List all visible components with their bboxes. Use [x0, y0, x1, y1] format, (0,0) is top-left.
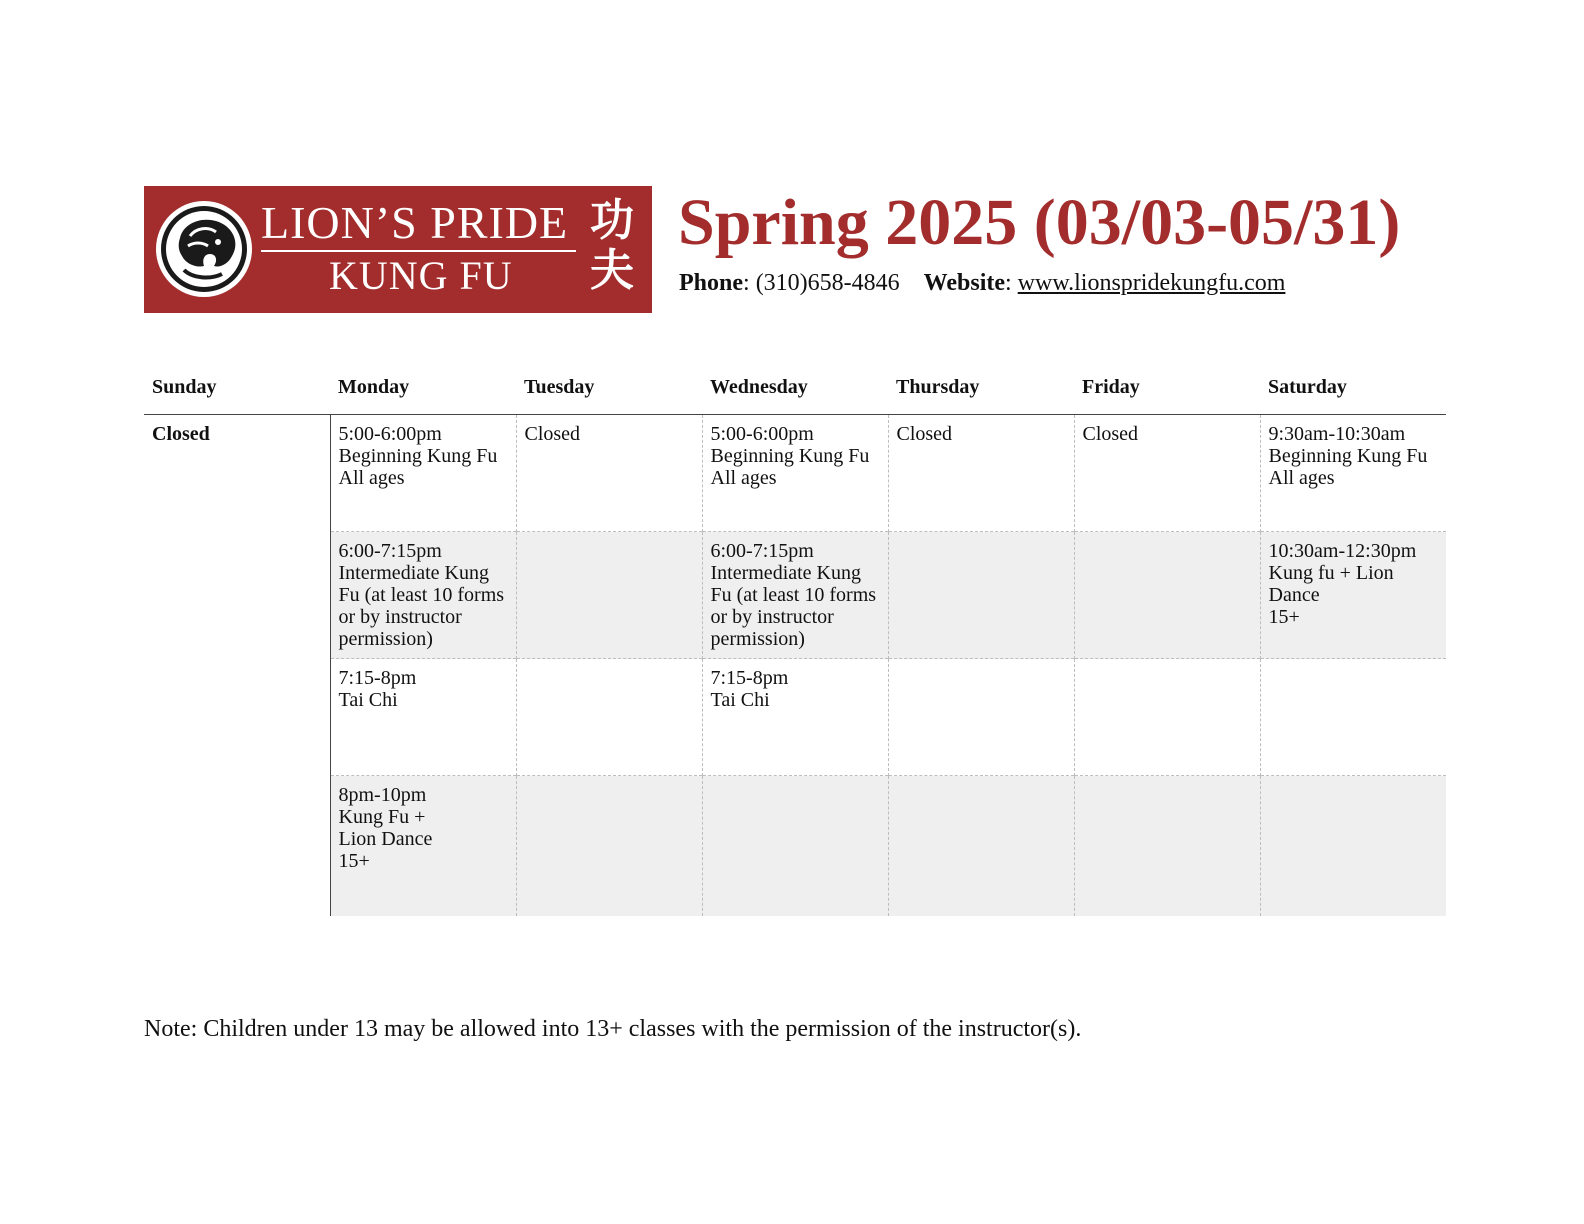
- schedule-table: [144, 370, 1446, 916]
- schedule-cell-tuesday: [516, 776, 702, 917]
- cell-text: 7:15-8pm: [710, 667, 789, 689]
- schedule-cell-sunday: [144, 415, 330, 532]
- schedule-cell-tuesday: [516, 532, 702, 659]
- cell-text: Beginning Kung Fu: [338, 445, 498, 467]
- day-header-thursday: Thursday: [888, 370, 1074, 415]
- cell-text: Lion Dance: [338, 828, 433, 850]
- schedule-cell-monday: [330, 415, 516, 532]
- cell-text: 10:30am-12:30pm: [1268, 540, 1417, 562]
- logo-char-2: 夫: [590, 245, 634, 296]
- cell-text: 5:00-6:00pm: [710, 423, 814, 445]
- schedule-cell-thursday: [888, 415, 1074, 532]
- day-header-monday: Monday: [330, 370, 516, 415]
- cell-text: All ages: [1268, 467, 1335, 489]
- cell-text: All ages: [338, 467, 405, 489]
- cell-text: 15+: [1268, 606, 1300, 628]
- cell-text: Fu (at least 10 forms: [710, 584, 877, 606]
- day-header-saturday: Saturday: [1260, 370, 1446, 415]
- schedule-cell-wednesday: [702, 415, 888, 532]
- cell-text: permission): [338, 628, 433, 650]
- schedule-cell-sunday: [144, 659, 330, 776]
- cell-text: Intermediate Kung: [338, 562, 489, 584]
- schedule-cell-saturday: [1260, 776, 1446, 917]
- cell-text: 8pm-10pm: [338, 784, 427, 806]
- day-header-row: [144, 370, 1446, 415]
- contact-line: Phone: (310)658-4846 Website: www.lionspridekungfu.com: [679, 270, 1286, 296]
- schedule-row: [144, 532, 1446, 659]
- cell-text: 6:00-7:15pm: [710, 540, 814, 562]
- day-header-sunday: Sunday: [144, 370, 330, 415]
- schedule-cell-saturday: [1260, 532, 1446, 659]
- schedule-row: [144, 659, 1446, 776]
- logo-banner: [144, 186, 652, 313]
- cell-text: Dance: [1268, 584, 1320, 606]
- schedule-cell-thursday: [888, 532, 1074, 659]
- cell-text: All ages: [710, 467, 777, 489]
- schedule-cell-wednesday: [702, 659, 888, 776]
- cell-text: Beginning Kung Fu: [710, 445, 870, 467]
- schedule-cell-thursday: [888, 659, 1074, 776]
- day-header-tuesday: Tuesday: [516, 370, 702, 415]
- phone-label: Phone: [679, 270, 744, 296]
- schedule-cell-friday: [1074, 415, 1260, 532]
- cell-text: Tai Chi: [710, 689, 770, 711]
- logo-chinese-characters: [584, 196, 640, 296]
- schedule-cell-saturday: [1260, 415, 1446, 532]
- cell-text: Closed: [152, 423, 210, 445]
- day-header-friday: Friday: [1074, 370, 1260, 415]
- cell-text: Tai Chi: [338, 689, 398, 711]
- cell-text: 6:00-7:15pm: [338, 540, 442, 562]
- cell-text: permission): [710, 628, 805, 650]
- schedule-cell-tuesday: [516, 659, 702, 776]
- cell-text: or by instructor: [338, 606, 462, 628]
- website-label: Website: [923, 270, 1005, 296]
- schedule-cell-sunday: [144, 776, 330, 917]
- cell-text: 9:30am-10:30am: [1268, 423, 1406, 445]
- logo-title: LION’S PRIDE: [261, 197, 569, 248]
- schedule-row: [144, 776, 1446, 917]
- cell-text: 15+: [338, 850, 370, 872]
- day-header-wednesday: Wednesday: [702, 370, 888, 415]
- cell-text: Kung fu + Lion: [1268, 562, 1394, 584]
- phone-number: (310)658-4846: [755, 270, 900, 296]
- footer-note: Note: Children under 13 may be allowed into 13+ classes with the permission of the instructor(s).: [144, 1016, 1082, 1042]
- page-title: Spring 2025 (03/03-05/31): [678, 186, 1401, 259]
- cell-text: Fu (at least 10 forms: [338, 584, 505, 606]
- cell-text: Beginning Kung Fu: [1268, 445, 1428, 467]
- schedule-cell-monday: [330, 532, 516, 659]
- website-link[interactable]: www.lionspridekungfu.com: [1017, 270, 1286, 296]
- schedule-cell-tuesday: [516, 415, 702, 532]
- cell-text: Closed: [524, 423, 581, 445]
- cell-text: or by instructor: [710, 606, 834, 628]
- cell-text: Closed: [1082, 423, 1139, 445]
- schedule-cell-wednesday: [702, 532, 888, 659]
- schedule-cell-friday: [1074, 776, 1260, 917]
- lion-emblem-icon: [144, 186, 264, 313]
- schedule-row: [144, 415, 1446, 532]
- schedule-cell-monday: [330, 776, 516, 917]
- cell-text: Kung Fu +: [338, 806, 426, 828]
- cell-text: 7:15-8pm: [338, 667, 417, 689]
- logo-subtitle: KUNG FU: [329, 253, 513, 298]
- cell-text: Closed: [896, 423, 953, 445]
- schedule-cell-thursday: [888, 776, 1074, 917]
- logo-divider: [261, 250, 576, 252]
- cell-text: Intermediate Kung: [710, 562, 861, 584]
- schedule-cell-monday: [330, 659, 516, 776]
- schedule-cell-saturday: [1260, 659, 1446, 776]
- schedule-cell-wednesday: [702, 776, 888, 917]
- cell-text: 5:00-6:00pm: [338, 423, 442, 445]
- logo-char-1: 功: [590, 195, 634, 246]
- schedule-cell-sunday: [144, 532, 330, 659]
- schedule-cell-friday: [1074, 659, 1260, 776]
- schedule-cell-friday: [1074, 532, 1260, 659]
